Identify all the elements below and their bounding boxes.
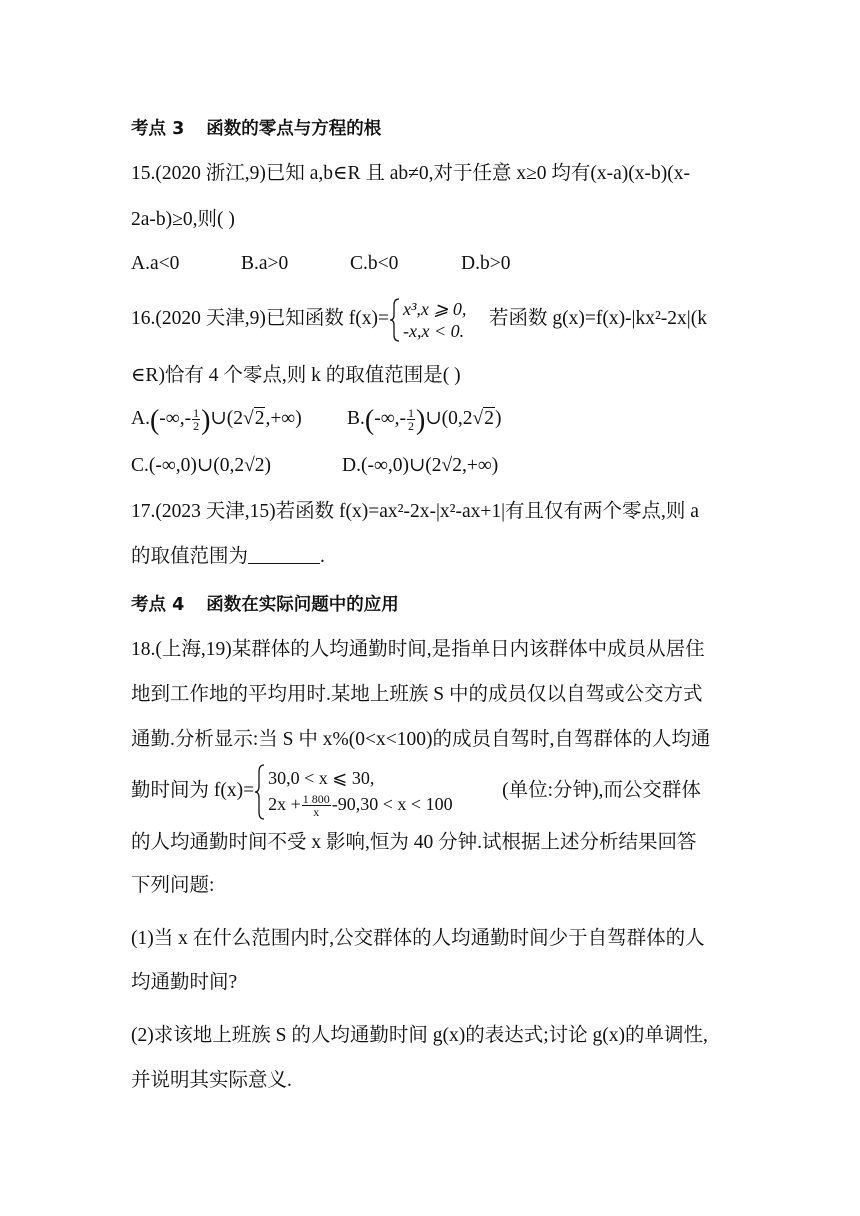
q15-option-d: D.b>0	[461, 253, 511, 274]
q16-case-2: -x,x < 0.	[402, 320, 465, 341]
q18-line-1: 18.(上海,19)某群体的人均通勤时间,是指单日内该群体中成员从居住	[131, 639, 705, 660]
q18-case-1: 30,0 < x ⩽ 30,	[268, 767, 375, 788]
q18-line-4-prefix: 勤时间为 f(x)=	[131, 780, 255, 801]
q16-suffix: 若函数 g(x)=f(x)-|kx²-2x|(k	[488, 308, 707, 329]
q18-case-2-end: -90,30 < x < 100	[331, 793, 453, 814]
q16-option-d: D.(-∞,0)∪(2√2,+∞)	[342, 455, 499, 476]
q16-prefix: 16.(2020 天津,9)已知函数 f(x)=	[131, 308, 389, 329]
q17-line-2	[131, 543, 800, 571]
q16-options-ab	[131, 405, 800, 439]
q15-option-b: B.a>0	[241, 253, 289, 274]
answer-blank	[248, 545, 320, 564]
q15-options	[131, 250, 800, 278]
q18-case-2-start: 2x +	[268, 793, 301, 814]
q18-line-2: 地到工作地的平均用时.某地上班族 S 中的成员仅以自驾或公交方式	[131, 684, 703, 705]
q16-options-cd	[131, 452, 800, 480]
q17-period: .	[320, 546, 325, 567]
q15-line-1: 15.(2020 浙江,9)已知 a,b∈R 且 ab≠0,对于任意 x≥0 均有(x-a)(x-b)(x-	[131, 163, 690, 184]
fraction-numerator: 1 800	[302, 791, 330, 806]
q18-piecewise	[254, 763, 502, 821]
q17-line-1: 17.(2023 天津,15)若函数 f(x)=ax²-2x-|x²-ax+1|有且仅有两个零点,则 a	[131, 501, 699, 522]
section-heading-3	[131, 115, 800, 143]
q15-option-c: C.b<0	[350, 253, 399, 274]
q18-line-4-suffix: (单位:分钟),而公交群体	[502, 780, 701, 801]
q15-option-a: A.a<0	[131, 253, 180, 274]
fraction-denominator: x	[313, 804, 320, 819]
q16-case-1: x³,x ⩾ 0,	[402, 298, 467, 319]
q16-option-b: B.(-∞,- $\frac{1}{2}$ )∪(0,2√2)	[347, 405, 502, 436]
q15-line-2: 2a-b)≥0,则( )	[131, 209, 235, 230]
heading-title: 函数的零点与方程的根	[206, 119, 382, 139]
q16-line-2: ∈R)恰有 4 个零点,则 k 的取值范围是( )	[131, 365, 461, 386]
section-heading-4	[131, 591, 800, 619]
q18-line-3: 通勤.分析显示:当 S 中 x%(0<x<100)的成员自驾时,自驾群体的人均通	[131, 729, 711, 750]
q18-part-2-line-1: (2)求该地上班族 S 的人均通勤时间 g(x)的表达式;讨论 g(x)的单调性,	[131, 1025, 708, 1046]
q18-line-6: 下列问题:	[131, 875, 215, 896]
heading-title: 函数在实际问题中的应用	[206, 595, 399, 615]
q18-line-5: 的人均通勤时间不受 x 影响,恒为 40 分钟.试根据上述分析结果回答	[131, 832, 697, 853]
q16-piecewise	[389, 297, 489, 343]
q17-line-2-text: 的取值范围为	[131, 546, 249, 567]
brace-icon	[389, 297, 401, 343]
q16-option-c: C.(-∞,0)∪(0,2√2)	[131, 455, 272, 476]
q18-part-2-line-2: 并说明其实际意义.	[131, 1070, 292, 1091]
heading-number: 考点 4	[131, 595, 185, 615]
brace-icon	[254, 763, 266, 821]
q18-part-1-line-2: 均通勤时间?	[131, 972, 238, 993]
q16-option-a: A.(-∞,- $\frac{1}{2}$ )∪(2√2,+∞)	[131, 405, 302, 436]
q16-line-1	[131, 296, 800, 343]
q18-part-1-line-1: (1)当 x 在什么范围内时,公交群体的人均通勤时间少于自驾群体的人	[131, 928, 705, 949]
heading-number: 考点 3	[131, 119, 185, 139]
q18-case-2	[268, 791, 452, 818]
q18-line-4	[131, 762, 800, 820]
